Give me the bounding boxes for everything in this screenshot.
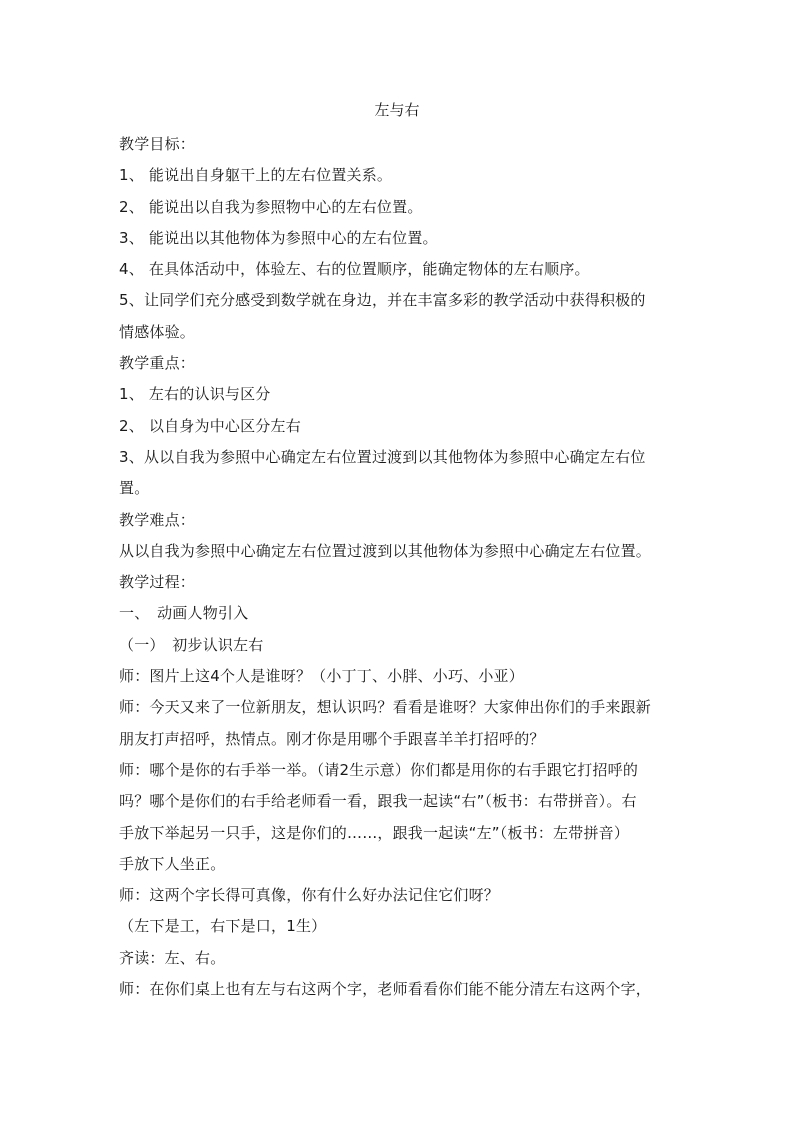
- document-title: 左与右: [374, 101, 420, 119]
- text-line: 从以自我为参照中心确定左右位置过渡到以其他物体为参照中心确定左右位置。: [119, 541, 652, 560]
- text-line: 2、 以自身为中心区分左右: [119, 416, 301, 435]
- text-line: （左下是工，右下是口，1生）: [119, 917, 327, 936]
- text-line: 朋友打声招呼，热情点。刚才你是用哪个手跟喜羊羊打招呼的？: [119, 729, 545, 748]
- text-line: 师：在你们桌上也有左与右这两个字，老师看看你们能不能分清左右这两个字，: [119, 980, 652, 999]
- document-body: [119, 129, 681, 1005]
- text-line: 4、 在具体活动中，体验左、右的位置顺序，能确定物体的左右顺序。: [119, 260, 590, 279]
- text-line: 师：哪个是你的右手举一举。（请2生示意）你们都是用你的右手跟它打招呼的: [119, 760, 639, 779]
- text-line: 5、让同学们充分感受到数学就在身边，并在丰富多彩的教学活动中获得积极的: [119, 291, 646, 310]
- text-line: 吗？哪个是你们的右手给老师看一看，跟我一起读“右”（板书：右带拼音）。右: [119, 792, 637, 811]
- text-line: 齐读：左、右。: [119, 948, 226, 967]
- text-line: 教学重点：: [119, 354, 196, 373]
- text-line: 教学过程：: [119, 573, 196, 592]
- text-line: 3、 能说出以其他物体为参照中心的左右位置。: [119, 228, 438, 247]
- text-line: 1、 左右的认识与区分: [119, 385, 271, 404]
- text-line: 手放下人坐正。: [119, 854, 226, 873]
- text-line: 教学目标：: [119, 135, 196, 153]
- text-line: 1、 能说出自身躯干上的左右位置关系。: [119, 166, 393, 185]
- text-line: 置。: [119, 479, 150, 498]
- text-line: 3、从以自我为参照中心确定左右位置过渡到以其他物体为参照中心确定左右位: [119, 447, 646, 466]
- text-line: 师：这两个字长得可真像，你有什么好办法记住它们呀？: [119, 886, 500, 905]
- text-line: 手放下举起另一只手，这是你们的……，跟我一起读“左”（板书：左带拼音）: [119, 823, 630, 842]
- text-line: 情感体验。: [119, 322, 196, 341]
- text-line: 师：图片上这4个人是谁呀？（小丁丁、小胖、小巧、小亚）: [119, 667, 524, 686]
- text-line: （一） 初步认识左右: [119, 635, 264, 654]
- text-line: 2、 能说出以自我为参照物中心的左右位置。: [119, 197, 423, 216]
- text-line: 一、 动画人物引入: [119, 604, 249, 623]
- text-line: 师：今天又来了一位新朋友，想认识吗？看看是谁呀？大家伸出你们的手来跟新: [119, 698, 652, 717]
- text-line: 教学难点：: [119, 510, 196, 529]
